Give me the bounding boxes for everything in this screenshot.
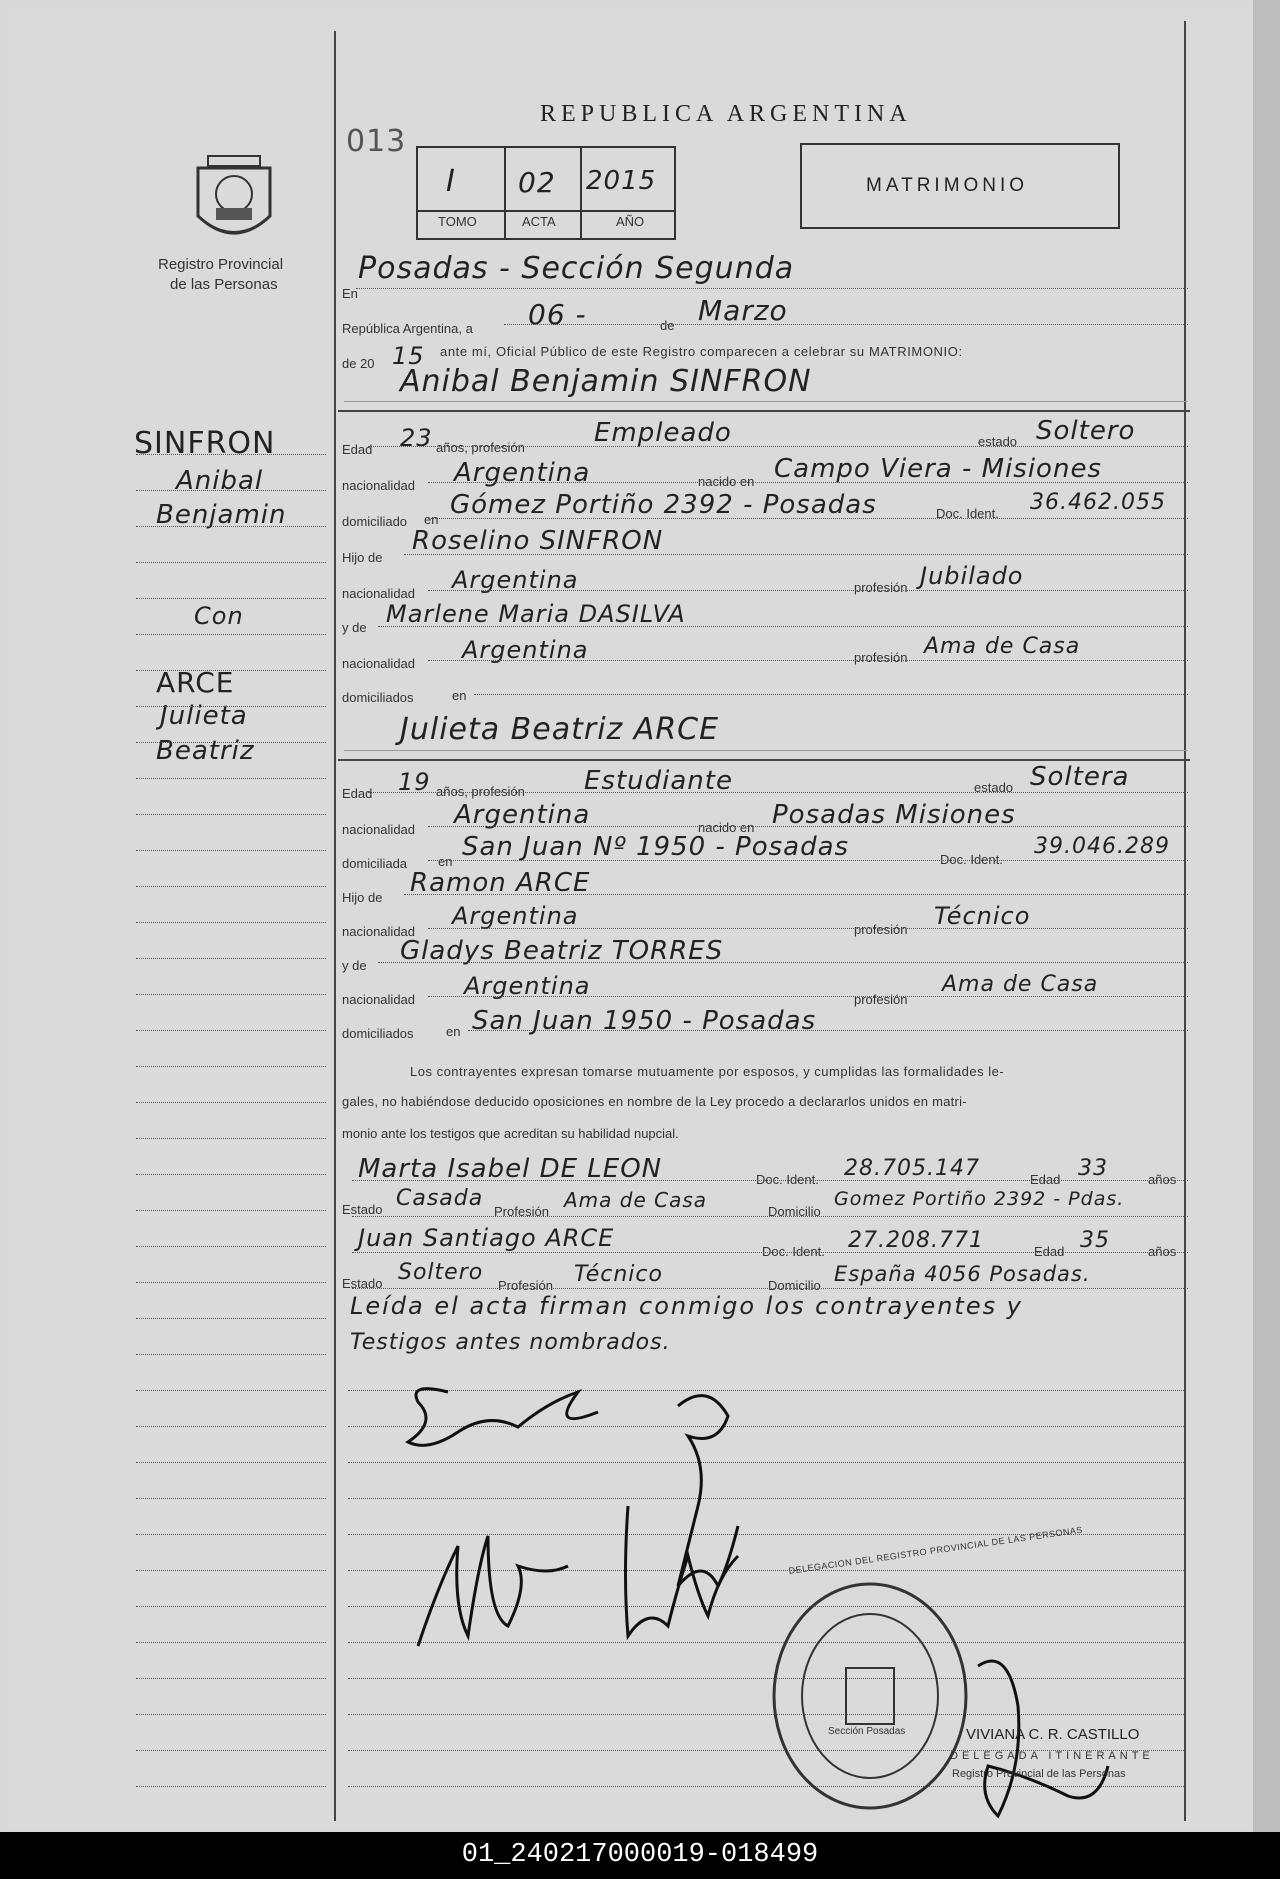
margin-groom-surname: SINFRON [134, 426, 276, 461]
witness2-name: Juan Santiago ARCE [358, 1224, 615, 1252]
witness1-prof-label: Profesión [494, 1204, 549, 1219]
bride-mother-line [378, 962, 1188, 963]
witness1-address: Gomez Portiño 2392 - Pdas. [834, 1188, 1125, 1210]
groom-father-line [404, 554, 1188, 555]
margin-ruled-line [136, 1354, 326, 1355]
margin-groom-name1: Anibal [176, 466, 264, 496]
intro-statement: ante mí, Oficial Público de este Registro comparecen a celebrar su MATRIMONIO: [440, 344, 963, 359]
witness2-doc-label: Doc. Ident. [762, 1244, 825, 1259]
witness2-estado: Soltero [398, 1260, 484, 1285]
bride-nat-line [428, 826, 1188, 827]
margin-ruled-line [136, 1390, 326, 1391]
margin-ruled-line [136, 994, 326, 995]
bride-mother-prof-label: profesión [854, 992, 908, 1007]
signature-witness1 [408, 1526, 578, 1656]
bride-mother-nat-line [428, 996, 1188, 997]
bride-domiciliados-label: domiciliados [342, 1026, 414, 1041]
bride-birthplace: Posadas Misiones [772, 800, 1016, 830]
margin-ruled-line [136, 634, 326, 635]
left-margin-divider [334, 31, 336, 1821]
bride-father-line [404, 894, 1188, 895]
witness2-line2 [352, 1288, 1188, 1289]
margin-ruled-line [136, 526, 326, 527]
groom-domiciliados-en: en [452, 688, 467, 703]
witness1-doc: 28.705.147 [844, 1156, 980, 1181]
bride-father-profession: Técnico [934, 902, 1031, 930]
margin-ruled-line [136, 886, 326, 887]
act-type-box [800, 143, 1120, 229]
right-margin-divider [1184, 21, 1186, 1821]
official-org: Registro Provincial de las Personas [952, 1768, 1126, 1780]
groom-father-nationality: Argentina [452, 566, 579, 594]
margin-ruled-line [136, 1066, 326, 1067]
margin-con: Con [194, 602, 244, 630]
groom-doc-label: Doc. Ident. [936, 506, 999, 521]
page-edge [1253, 0, 1280, 1832]
margin-ruled-line [136, 1030, 326, 1031]
intro-de-label: de [660, 318, 675, 333]
margin-ruled-line [136, 1570, 326, 1571]
bride-nationality: Argentina [454, 800, 591, 830]
bride-dom-line [428, 860, 1188, 861]
bride-domiciliados-en: en [446, 1024, 461, 1039]
margin-ruled-line [136, 1426, 326, 1427]
witness2-line [352, 1252, 1188, 1253]
groom-mother-profession: Ama de Casa [924, 634, 1081, 659]
groom-father: Roselino SINFRON [412, 526, 664, 556]
groom-mother-line [378, 626, 1188, 627]
tomo-value: I [446, 164, 456, 199]
margin-bride-surname: ARCE [156, 666, 235, 699]
bride-father-nationality: Argentina [452, 902, 579, 930]
margin-ruled-line [136, 454, 326, 455]
signature-witness2 [608, 1496, 748, 1646]
bride-edad-label: Edad [342, 786, 373, 801]
groom-domiciliados-line [474, 694, 1188, 695]
bride-mother: Gladys Beatriz TORRES [400, 936, 724, 966]
signature-groom [398, 1372, 638, 1462]
closing-line2: Testigos antes nombrados. [350, 1330, 671, 1355]
bride-anos-profesion-label: años, profesión [436, 784, 525, 799]
intro-place: Posadas - Sección Segunda [358, 251, 795, 286]
groom-address: Gómez Portiño 2392 - Posadas [450, 490, 877, 520]
bride-father-nat-label: nacionalidad [342, 924, 416, 939]
act-type-label: MATRIMONIO [866, 175, 1029, 196]
margin-ruled-line [136, 1210, 326, 1211]
groom-father-prof-label: profesión [854, 580, 908, 595]
margin-ruled-line [136, 1282, 326, 1283]
witness1-dom-label: Domicilio [768, 1204, 821, 1219]
bride-age-line [368, 792, 1188, 793]
bride-mother-profession: Ama de Casa [942, 972, 1099, 997]
registry-index-box [416, 146, 676, 240]
margin-ruled-line [136, 598, 326, 599]
declaration-line2: gales, no habiéndose deducido oposiciones en nombre de la Ley procedo a declararlos unidos en matri- [342, 1094, 967, 1109]
margin-ruled-line [136, 1678, 326, 1679]
official-name: VIVIANA C. R. CASTILLO [966, 1726, 1140, 1743]
margin-ruled-line [136, 1462, 326, 1463]
groom-age-line [368, 446, 1188, 447]
margin-ruled-line [136, 1750, 326, 1751]
witness2-edad-label: Edad [1034, 1244, 1065, 1259]
groom-mother-nationality: Argentina [462, 636, 589, 664]
groom-domiciliados-label: domiciliados [342, 690, 414, 705]
margin-ruled-line [136, 1786, 326, 1787]
groom-en-label: en [424, 512, 439, 527]
margin-groom-name2: Benjamin [156, 500, 287, 530]
margin-ruled-line [136, 706, 326, 707]
bride-estado: Soltera [1030, 762, 1130, 792]
page-number: 013 [346, 124, 407, 159]
margin-ruled-line [136, 1138, 326, 1139]
groom-father-profession: Jubilado [920, 562, 1024, 590]
witness1-name: Marta Isabel DE LEON [358, 1154, 663, 1184]
groom-mother-nat-label: nacionalidad [342, 656, 416, 671]
scan-id-footer [0, 1832, 1280, 1879]
groom-birthplace: Campo Viera - Misiones [774, 454, 1102, 484]
groom-dom-line [428, 518, 1188, 519]
margin-bride-name2: Beatriz [156, 736, 255, 766]
groom-full-name: Anibal Benjamin SINFRON [400, 364, 812, 399]
witness1-estado-label: Estado [342, 1202, 383, 1217]
margin-ruled-line [136, 1174, 326, 1175]
groom-mother: Marlene Maria DASILVA [386, 600, 686, 628]
margin-ruled-line [136, 1642, 326, 1643]
groom-mother-prof-label: profesión [854, 650, 908, 665]
groom-domiciliado-label: domiciliado [342, 514, 408, 529]
margin-ruled-line [136, 742, 326, 743]
witness2-estado-label: Estado [342, 1276, 383, 1291]
bride-yde-label: y de [342, 958, 367, 973]
margin-ruled-line [136, 1714, 326, 1715]
witness2-age: 35 [1080, 1228, 1110, 1253]
closing-line1: Leída el acta firman conmigo los contrayentes y [350, 1292, 1023, 1320]
margin-ruled-line [136, 670, 326, 671]
bride-hijo-label: Hijo de [342, 890, 383, 905]
witness1-anos-label: años [1148, 1172, 1177, 1187]
intro-date-line [504, 324, 1188, 325]
province-emblem [188, 154, 280, 254]
ano-label: AÑO [616, 214, 645, 229]
margin-ruled-line [136, 1246, 326, 1247]
registry-name-line2: de las Personas [170, 276, 278, 293]
groom-hijo-label: Hijo de [342, 550, 383, 565]
bride-mother-nationality: Argentina [464, 972, 591, 1000]
margin-ruled-line [136, 922, 326, 923]
witness1-line2 [352, 1216, 1188, 1217]
margin-ruled-line [136, 1534, 326, 1535]
intro-republica-label: República Argentina, a [342, 321, 473, 336]
groom-nationality: Argentina [454, 458, 591, 488]
margin-ruled-line [136, 850, 326, 851]
registry-seal [770, 1580, 970, 1812]
witness1-line [352, 1180, 1188, 1181]
intro-place-line [356, 288, 1188, 289]
intro-year-suffix: 15 [392, 342, 425, 370]
country-title: REPUBLICA ARGENTINA [540, 101, 912, 127]
groom-yde-label: y de [342, 620, 367, 635]
seal-inner-text: Sección Posadas [828, 1726, 906, 1737]
bride-nacido-label: nacido en [698, 820, 755, 835]
bride-doc-label: Doc. Ident. [940, 852, 1003, 867]
bride-parents-address: San Juan 1950 - Posadas [472, 1006, 817, 1036]
bride-name-line [344, 750, 1188, 751]
bride-father-nat-line [428, 928, 1188, 929]
bride-en-label: en [438, 854, 453, 869]
groom-name-line [344, 401, 1188, 402]
witness2-profession: Técnico [574, 1262, 663, 1287]
acta-label: ACTA [522, 214, 556, 229]
margin-ruled-line [136, 562, 326, 563]
margin-ruled-line [136, 778, 326, 779]
bride-father: Ramon ARCE [410, 868, 591, 898]
intro-de20-label: de 20 [342, 356, 375, 371]
margin-ruled-line [136, 1102, 326, 1103]
intro-month: Marzo [698, 294, 788, 327]
witness2-dom-label: Domicilio [768, 1278, 821, 1293]
witness1-profession: Ama de Casa [564, 1188, 708, 1212]
groom-section-divider [338, 410, 1190, 412]
margin-ruled-line [136, 1498, 326, 1499]
groom-nacionalidad-label: nacionalidad [342, 478, 416, 493]
witness1-age: 33 [1078, 1156, 1108, 1181]
registry-name-line1: Registro Provincial [158, 256, 284, 273]
witness1-estado: Casada [396, 1186, 484, 1211]
groom-estado: Soltero [1036, 416, 1136, 446]
declaration-line3: monio ante los testigos que acreditan su habilidad nupcial. [342, 1126, 679, 1141]
bride-section-divider [338, 759, 1190, 761]
groom-age: 23 [400, 424, 433, 452]
witness2-anos-label: años [1148, 1244, 1177, 1259]
margin-ruled-line [136, 1606, 326, 1607]
groom-father-nat-line [428, 590, 1188, 591]
bride-mother-nat-label: nacionalidad [342, 992, 416, 1007]
bride-address: San Juan Nº 1950 - Posadas [462, 832, 850, 862]
tomo-label: TOMO [438, 214, 477, 229]
groom-estado-label: estado [978, 434, 1018, 449]
bride-domiciliados-line [468, 1030, 1188, 1031]
margin-ruled-line [136, 1318, 326, 1319]
bride-full-name: Julieta Beatriz ARCE [400, 712, 720, 747]
groom-anos-profesion-label: años, profesión [436, 440, 525, 455]
witness2-prof-label: Profesión [498, 1278, 553, 1293]
declaration-line1: Los contrayentes expresan tomarse mutuamente por esposos, y cumplidas las formalidades le- [410, 1064, 1005, 1079]
bride-nacionalidad-label: nacionalidad [342, 822, 416, 837]
document-sheet [8, 6, 1253, 1828]
groom-father-nat-label: nacionalidad [342, 586, 416, 601]
witness1-doc-label: Doc. Ident. [756, 1172, 819, 1187]
margin-bride-name1: Julieta [160, 701, 248, 731]
intro-en-label: En [342, 286, 358, 301]
bride-domiciliado-label: domiciliada [342, 856, 408, 871]
groom-doc: 36.462.055 [1030, 490, 1166, 515]
witness2-doc: 27.208.771 [848, 1228, 984, 1253]
witness1-edad-label: Edad [1030, 1172, 1061, 1187]
bride-age: 19 [398, 768, 431, 796]
intro-day: 06 - [528, 298, 587, 331]
margin-ruled-line [136, 490, 326, 491]
witness2-address: España 4056 Posadas. [834, 1262, 1091, 1286]
bride-doc: 39.046.289 [1034, 834, 1170, 859]
scan-id: 01_240217000019-018499 [461, 1840, 819, 1870]
groom-nat-line [428, 482, 1188, 483]
groom-mother-nat-line [428, 660, 1188, 661]
bride-profession: Estudiante [584, 766, 733, 796]
groom-profession: Empleado [594, 418, 732, 448]
margin-ruled-line [136, 814, 326, 815]
ano-value: 2015 [586, 166, 657, 196]
margin-ruled-line [136, 958, 326, 959]
groom-edad-label: Edad [342, 442, 373, 457]
groom-nacido-label: nacido en [698, 474, 755, 489]
seal-text: DELEGACION DEL REGISTRO PROVINCIAL DE LAS PERSONAS [788, 1524, 1084, 1576]
bride-father-prof-label: profesión [854, 922, 908, 937]
bride-estado-label: estado [974, 780, 1014, 795]
official-role: DELEGADA ITINERANTE [950, 1750, 1154, 1762]
acta-value: 02 [518, 166, 556, 199]
